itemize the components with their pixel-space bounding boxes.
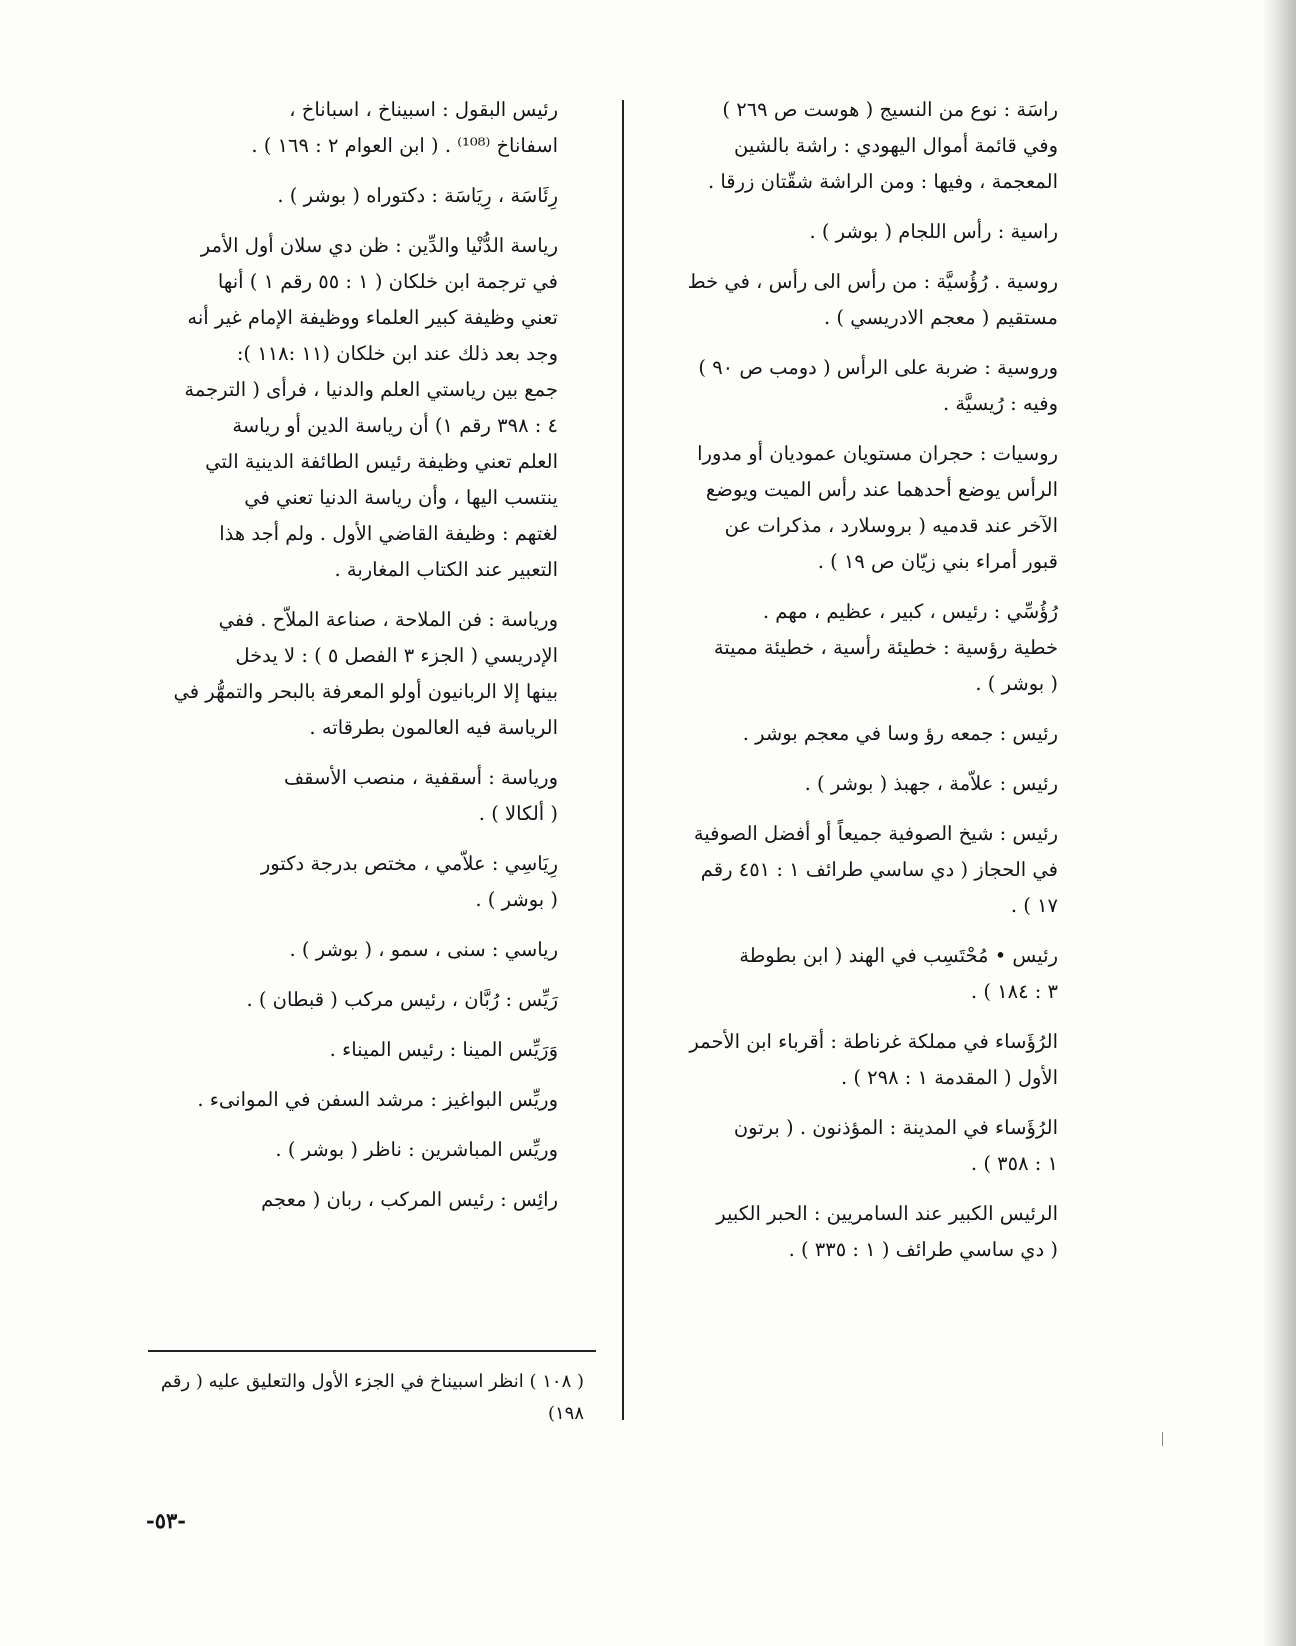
entry: رئيس : جمعه رؤ وسا في معجم بوشر . [742, 722, 1058, 745]
entry: راسَة : نوع من النسيج ( هوست ص ٢٦٩ ) وفي قائمة أموال اليهودي : راشة بالشين المعجمة ، وفيها : ومن الراشة شقّتان زرقا . [707, 98, 1058, 193]
right-column [640, 92, 1058, 1282]
column-divider [622, 100, 624, 1420]
footnote: ( ١٠٨ ) انظر اسبيناخ في الجزء الأول والتعليق عليه ( رقم ١٩٨) [160, 1371, 584, 1424]
entry: رياسة الدُّنْيا والدِّين : ظن دي سلان أول الأمر في ترجمة ابن خلكان ( ١ : ٥٥ رقم ١ ) أنها تعني وظيفة كبير العلماء ووظيفة الإمام غير أنه وجد بعد ذلك عند ابن خلكان (١١ :١١٨ ): جمع بين رياستي العلم والدنيا ، فرأى ( الترجمة ٤ : ٣٩٨ رقم ١) أن رياسة الدين أو رياسة العلم تعني وظيفة رئيس الطائفة الدينية التي ينتسب اليها ، وأن رياسة الدنيا تعني في لغتهم : وظيفة القاضي الأول . ولم أجد هذا التعبير عند الكتاب المغاربة . [184, 234, 558, 581]
entry: رئيس • مُحْتَسِب في الهند ( ابن بطوطة ٣ : ١٨٤ ) . [739, 944, 1058, 1003]
entry: رئيس : شيخ الصوفية جميعاً أو أفضل الصوفية في الحجاز ( دي ساسي طرائف ١ : ٤٥١ رقم ١٧ ) . [693, 822, 1058, 917]
entry: الرُؤَساء في مملكة غرناطة : أقرباء ابن الأحمر الأول ( المقدمة ١ : ٢٩٨ ) . [689, 1030, 1058, 1089]
entry: روسية . رُؤُسيَّة : من رأس الى رأس ، في خط مستقيم ( معجم الادريسي ) . [687, 270, 1058, 329]
entry: رُؤُسِّي : رئيس ، كبير ، عظيم ، مهم . خطية رؤسية : خطيئة رأسية ، خطيئة مميتة ( بوشر ) . [713, 600, 1058, 695]
entry: الرُؤَساء في المدينة : المؤذنون . ( برتون ١ : ٣٥٨ ) . [733, 1116, 1058, 1175]
entry: وَرَيِّس المينا : رئيس الميناء . [329, 1038, 558, 1061]
entry: وريِّس البواغيز : مرشد السفن في الموانىء . [197, 1088, 558, 1111]
entry: رائِس : رئيس المركب ، ربان ( معجم [261, 1188, 558, 1211]
entry: وروسية : ضربة على الرأس ( دومب ص ٩٠ ) وفيه : رُيسيَّة . [698, 356, 1058, 415]
left-column [150, 92, 558, 1232]
page-edge-shadow [1262, 0, 1296, 1646]
entry: وريِّس المباشرين : ناظر ( بوشر ) . [275, 1138, 558, 1161]
scan-artifact [1162, 1432, 1163, 1446]
entry: ورياسة : أسقفية ، منصب الأسقف ( ألكالا ) . [284, 766, 558, 825]
entry: الرئيس الكبير عند السامريين : الحبر الكبير ( دي ساسي طرائف ( ١ : ٣٣٥ ) . [716, 1202, 1058, 1261]
entry: رئيس : علاّمة ، جهبذ ( بوشر ) . [804, 772, 1058, 795]
entry: رَيِّس : رُبَّان ، رئيس مركب ( قبطان ) . [246, 988, 558, 1011]
entry: رئيس البقول : اسبيناخ ، اسباناخ ، اسفاناخ ⁽¹⁰⁸⁾ . ( ابن العوام ٢ : ١٦٩ ) . [251, 98, 558, 157]
page-number: -٥٣- [146, 1508, 186, 1533]
footnote-rule [148, 1350, 596, 1352]
entry: رياسي : سنى ، سمو ، ( بوشر ) . [289, 938, 558, 961]
entry: ورياسة : فن الملاحة ، صناعة الملاّح . ففي الإدريسي ( الجزء ٣ الفصل ٥ ) : لا يدخل بينها إلا الربانيون أولو المعرفة بالبحر والتمهُّر في الرياسة فيه العالمون بطرقاته . [173, 608, 558, 739]
entry: رِئَاسَة ، رِيَاسَة : دكتوراه ( بوشر ) . [277, 184, 558, 207]
entry: روسيات : حجران مستويان عموديان أو مدورا الرأس يوضع أحدهما عند رأس الميت ويوضع الآخر عند قدميه ( بروسلارد ، مذكرات عن قبور أمراء بني زيّان ص ١٩ ) . [697, 442, 1058, 573]
entry: رِيَاسِي : علاّمي ، مختص بدرجة دكتور ( بوشر ) . [260, 852, 558, 911]
entry: راسية : رأس اللجام ( بوشر ) . [809, 220, 1058, 243]
